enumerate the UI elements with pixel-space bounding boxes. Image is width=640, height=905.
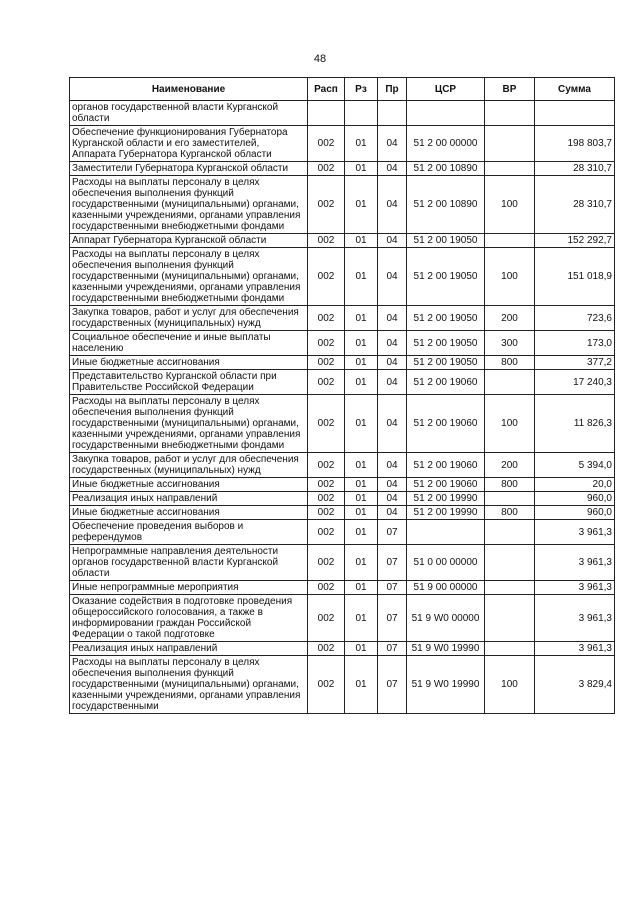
cell-rasp: 002 (308, 520, 345, 545)
cell-sum (535, 101, 615, 126)
cell-csr: 51 2 00 19050 (407, 331, 485, 356)
table-row (70, 331, 615, 356)
cell-pr: 07 (378, 520, 407, 545)
cell-vr (485, 101, 535, 126)
cell-name: Расходы на выплаты персоналу в целях обеспечения выполнения функций государственными (муниципальными) органами, казенными учреждениями, органами управления государственными внебюджетными фондами (70, 248, 308, 306)
cell-vr (485, 126, 535, 162)
table-header-row (70, 78, 615, 101)
cell-csr: 51 2 00 19060 (407, 370, 485, 395)
cell-sum: 3 961,3 (535, 545, 615, 581)
cell-rasp: 002 (308, 234, 345, 248)
cell-sum: 28 310,7 (535, 162, 615, 176)
cell-rasp: 002 (308, 395, 345, 453)
cell-rz: 01 (345, 395, 378, 453)
header-sum: Сумма (535, 78, 615, 101)
cell-vr (485, 545, 535, 581)
cell-sum: 3 961,3 (535, 581, 615, 595)
cell-sum: 3 961,3 (535, 595, 615, 642)
cell-rz: 01 (345, 356, 378, 370)
cell-pr: 04 (378, 162, 407, 176)
page-number: 48 (313, 53, 327, 65)
cell-vr: 800 (485, 506, 535, 520)
cell-rz: 01 (345, 656, 378, 714)
header-rz: Рз (345, 78, 378, 101)
cell-name: Представительство Курганской области при Правительстве Российской Федерации (70, 370, 308, 395)
cell-rz (345, 101, 378, 126)
cell-vr: 100 (485, 656, 535, 714)
cell-rz: 01 (345, 642, 378, 656)
cell-rasp: 002 (308, 370, 345, 395)
cell-name: Расходы на выплаты персоналу в целях обеспечения выполнения функций государственными (муниципальными) органами, казенными учреждениями, органами управления государственными внебюджетными фондами (70, 176, 308, 234)
cell-sum: 960,0 (535, 506, 615, 520)
cell-csr: 51 2 00 19050 (407, 356, 485, 370)
table-row (70, 306, 615, 331)
cell-name: Реализация иных направлений (70, 492, 308, 506)
cell-sum: 198 803,7 (535, 126, 615, 162)
cell-rz: 01 (345, 492, 378, 506)
cell-rasp: 002 (308, 331, 345, 356)
cell-name: Обеспечение функционирования Губернатора Курганской области и его заместителей, Аппарата Губернатора Курганской области (70, 126, 308, 162)
cell-name: Иные непрограммные мероприятия (70, 581, 308, 595)
cell-rz: 01 (345, 126, 378, 162)
cell-pr: 04 (378, 370, 407, 395)
cell-csr: 51 9 W0 19990 (407, 642, 485, 656)
table-row (70, 126, 615, 162)
cell-csr: 51 2 00 10890 (407, 176, 485, 234)
cell-name: Иные бюджетные ассигнования (70, 356, 308, 370)
cell-pr: 04 (378, 126, 407, 162)
cell-name: Социальное обеспечение и иные выплаты населению (70, 331, 308, 356)
table-row (70, 656, 615, 714)
cell-rasp: 002 (308, 356, 345, 370)
cell-sum: 960,0 (535, 492, 615, 506)
cell-csr: 51 2 00 19990 (407, 506, 485, 520)
cell-vr: 200 (485, 453, 535, 478)
cell-csr: 51 2 00 19990 (407, 492, 485, 506)
cell-sum: 11 826,3 (535, 395, 615, 453)
cell-csr: 51 9 00 00000 (407, 581, 485, 595)
cell-rz: 01 (345, 370, 378, 395)
table-row (70, 581, 615, 595)
header-rasp: Расп (308, 78, 345, 101)
cell-vr: 800 (485, 356, 535, 370)
cell-vr: 100 (485, 176, 535, 234)
cell-rz: 01 (345, 453, 378, 478)
table-row (70, 176, 615, 234)
cell-sum: 173,0 (535, 331, 615, 356)
table-row (70, 395, 615, 453)
table-body (70, 101, 615, 714)
cell-pr: 04 (378, 478, 407, 492)
cell-csr: 51 2 00 19050 (407, 248, 485, 306)
cell-csr: 51 2 00 19060 (407, 453, 485, 478)
cell-rasp: 002 (308, 581, 345, 595)
cell-pr: 04 (378, 176, 407, 234)
cell-name: органов государственной власти Курганской области (70, 101, 308, 126)
cell-vr (485, 595, 535, 642)
cell-vr (485, 370, 535, 395)
cell-vr (485, 162, 535, 176)
table-row (70, 248, 615, 306)
cell-vr (485, 520, 535, 545)
cell-rz: 01 (345, 595, 378, 642)
cell-pr: 07 (378, 642, 407, 656)
cell-rasp: 002 (308, 506, 345, 520)
cell-pr: 07 (378, 656, 407, 714)
cell-pr: 07 (378, 545, 407, 581)
table-row (70, 162, 615, 176)
cell-rz: 01 (345, 520, 378, 545)
cell-name: Иные бюджетные ассигнования (70, 478, 308, 492)
cell-vr: 100 (485, 395, 535, 453)
cell-rz: 01 (345, 478, 378, 492)
cell-vr: 200 (485, 306, 535, 331)
cell-rz: 01 (345, 306, 378, 331)
cell-vr (485, 234, 535, 248)
cell-sum: 5 394,0 (535, 453, 615, 478)
cell-vr (485, 492, 535, 506)
table-row (70, 545, 615, 581)
cell-csr: 51 2 00 00000 (407, 126, 485, 162)
cell-pr: 04 (378, 453, 407, 478)
cell-csr: 51 2 00 10890 (407, 162, 485, 176)
cell-name: Оказание содействия в подготовке проведения общероссийского голосования, а также в информировании граждан Российской Федерации о такой подготовке (70, 595, 308, 642)
cell-pr: 04 (378, 248, 407, 306)
cell-vr: 800 (485, 478, 535, 492)
cell-rasp: 002 (308, 126, 345, 162)
cell-rz: 01 (345, 248, 378, 306)
cell-name: Обеспечение проведения выборов и референдумов (70, 520, 308, 545)
cell-pr: 04 (378, 234, 407, 248)
cell-name: Аппарат Губернатора Курганской области (70, 234, 308, 248)
cell-vr: 300 (485, 331, 535, 356)
cell-rasp: 002 (308, 656, 345, 714)
cell-sum: 17 240,3 (535, 370, 615, 395)
cell-rz: 01 (345, 162, 378, 176)
cell-pr: 04 (378, 306, 407, 331)
table-row (70, 492, 615, 506)
table-row (70, 356, 615, 370)
cell-pr: 04 (378, 331, 407, 356)
cell-rz: 01 (345, 176, 378, 234)
cell-rasp: 002 (308, 306, 345, 331)
cell-name: Расходы на выплаты персоналу в целях обеспечения выполнения функций государственными (муниципальными) органами, казенными учреждениями, органами управления государственными (70, 656, 308, 714)
cell-csr: 51 2 00 19050 (407, 306, 485, 331)
cell-sum: 723,6 (535, 306, 615, 331)
table-row (70, 478, 615, 492)
table-row (70, 642, 615, 656)
header-csr: ЦСР (407, 78, 485, 101)
cell-sum: 20,0 (535, 478, 615, 492)
cell-csr: 51 2 00 19060 (407, 478, 485, 492)
cell-pr: 04 (378, 395, 407, 453)
cell-rasp: 002 (308, 162, 345, 176)
budget-table (69, 77, 615, 714)
cell-rasp: 002 (308, 478, 345, 492)
cell-name: Непрограммные направления деятельности органов государственной власти Курганской области (70, 545, 308, 581)
cell-name: Иные бюджетные ассигнования (70, 506, 308, 520)
cell-csr (407, 520, 485, 545)
cell-pr (378, 101, 407, 126)
cell-rz: 01 (345, 581, 378, 595)
cell-name: Заместители Губернатора Курганской области (70, 162, 308, 176)
cell-rz: 01 (345, 506, 378, 520)
cell-sum: 377,2 (535, 356, 615, 370)
table-row (70, 506, 615, 520)
table-row (70, 370, 615, 395)
cell-vr: 100 (485, 248, 535, 306)
cell-rasp (308, 101, 345, 126)
cell-sum: 152 292,7 (535, 234, 615, 248)
cell-rasp: 002 (308, 545, 345, 581)
table-row (70, 234, 615, 248)
cell-name: Закупка товаров, работ и услуг для обеспечения государственных (муниципальных) нужд (70, 306, 308, 331)
cell-sum: 28 310,7 (535, 176, 615, 234)
cell-csr: 51 2 00 19050 (407, 234, 485, 248)
cell-sum: 3 829,4 (535, 656, 615, 714)
cell-csr: 51 2 00 19060 (407, 395, 485, 453)
cell-csr (407, 101, 485, 126)
cell-pr: 07 (378, 595, 407, 642)
cell-rasp: 002 (308, 595, 345, 642)
table-row (70, 453, 615, 478)
cell-vr (485, 642, 535, 656)
cell-rz: 01 (345, 545, 378, 581)
cell-rasp: 002 (308, 453, 345, 478)
table-row (70, 520, 615, 545)
cell-pr: 04 (378, 492, 407, 506)
cell-rz: 01 (345, 234, 378, 248)
cell-pr: 04 (378, 506, 407, 520)
cell-name: Реализация иных направлений (70, 642, 308, 656)
cell-rasp: 002 (308, 176, 345, 234)
cell-rasp: 002 (308, 642, 345, 656)
cell-name: Расходы на выплаты персоналу в целях обеспечения выполнения функций государственными (муниципальными) органами, казенными учреждениями, органами управления государственными внебюджетными фондами (70, 395, 308, 453)
cell-sum: 3 961,3 (535, 520, 615, 545)
cell-sum: 3 961,3 (535, 642, 615, 656)
cell-vr (485, 581, 535, 595)
cell-pr: 07 (378, 581, 407, 595)
cell-rasp: 002 (308, 492, 345, 506)
header-pr: Пр (378, 78, 407, 101)
cell-rz: 01 (345, 331, 378, 356)
cell-csr: 51 9 W0 00000 (407, 595, 485, 642)
cell-sum: 151 018,9 (535, 248, 615, 306)
cell-csr: 51 0 00 00000 (407, 545, 485, 581)
cell-name: Закупка товаров, работ и услуг для обеспечения государственных (муниципальных) нужд (70, 453, 308, 478)
table-row (70, 101, 615, 126)
header-vr: ВР (485, 78, 535, 101)
table-row (70, 595, 615, 642)
cell-csr: 51 9 W0 19990 (407, 656, 485, 714)
cell-rasp: 002 (308, 248, 345, 306)
cell-pr: 04 (378, 356, 407, 370)
header-name: Наименование (70, 78, 308, 101)
